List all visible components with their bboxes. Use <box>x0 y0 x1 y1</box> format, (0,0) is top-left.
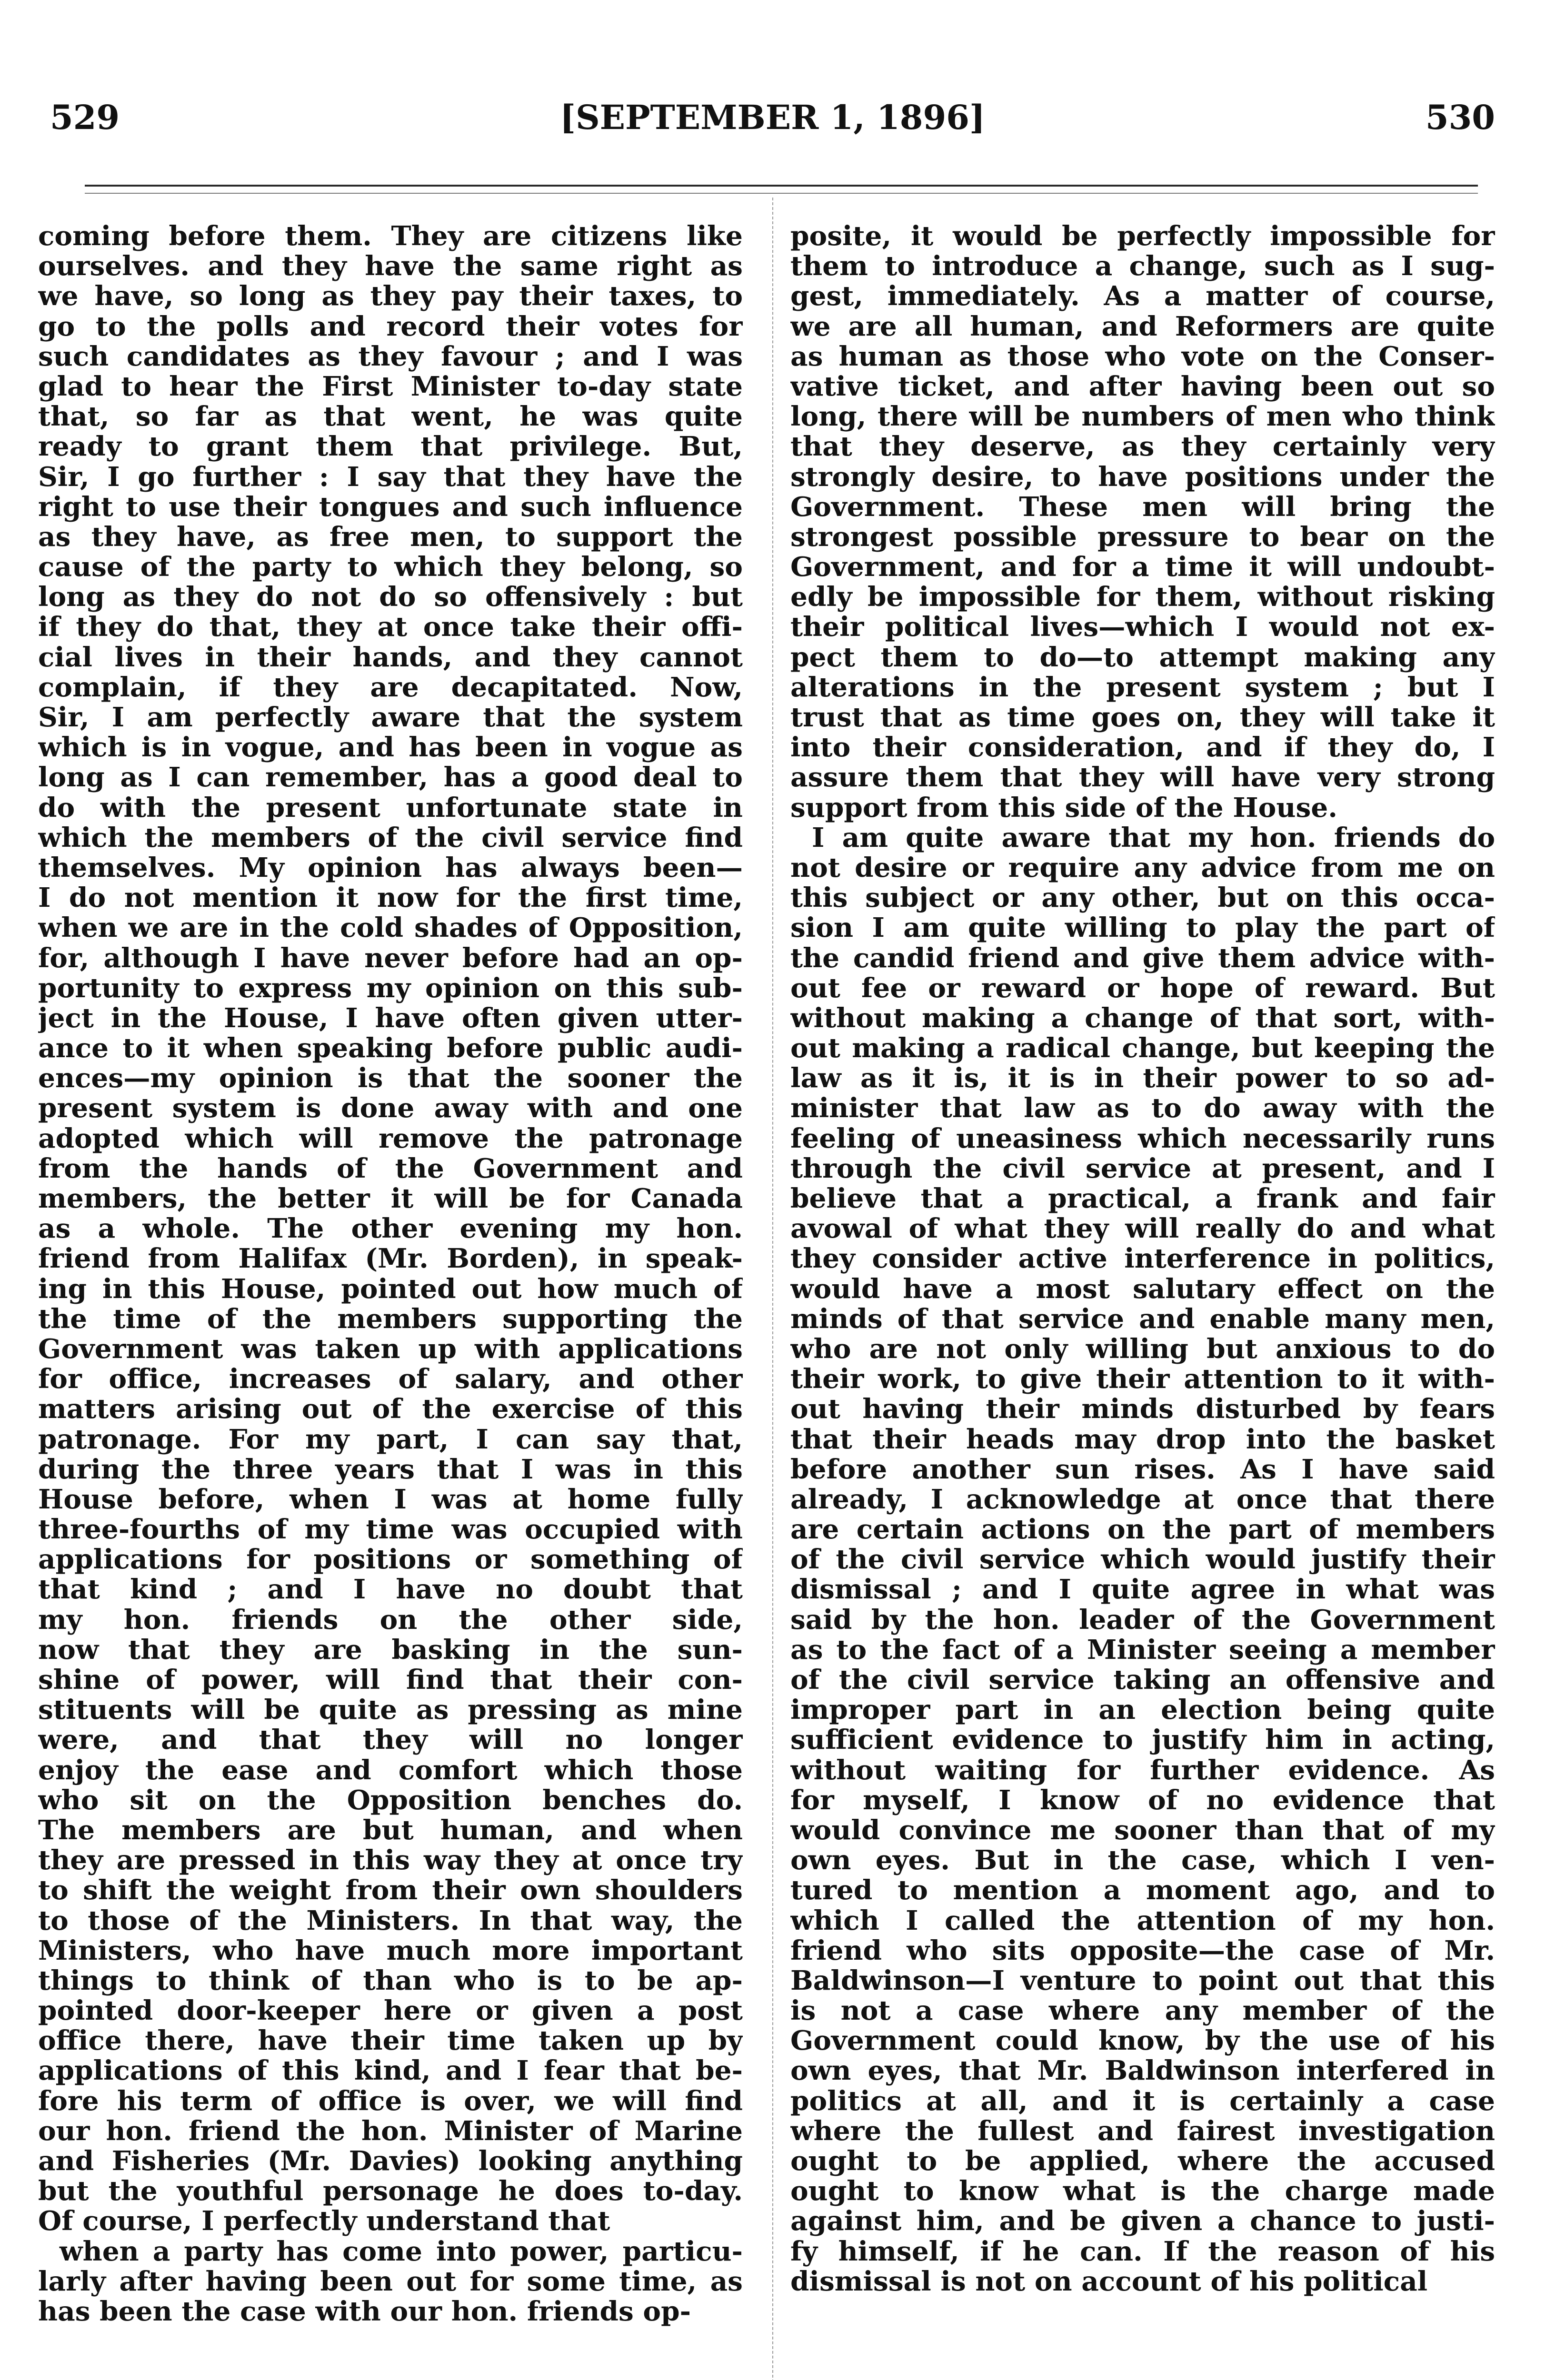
text-line: the candid friend and give them advice with- <box>790 943 1495 973</box>
text-line: out making a radical change, but keeping the <box>790 1033 1495 1064</box>
text-line: minister that law as to do away with the <box>790 1093 1495 1124</box>
text-line: ject in the House, I have often given utter- <box>38 1003 743 1034</box>
text-line: believe that a practical, a frank and fair <box>790 1184 1495 1214</box>
text-line: which the members of the civil service find <box>38 823 743 853</box>
text-line: glad to hear the First Minister to-day state <box>38 371 743 402</box>
text-line: patronage. For my part, I can say that, <box>38 1424 743 1455</box>
text-line: before another sun rises. As I have said <box>790 1454 1495 1485</box>
text-line: sion I am quite willing to play the part of <box>790 913 1495 943</box>
text-line: trust that as time goes on, they will take it <box>790 703 1495 733</box>
text-line: cial lives in their hands, and they cannot <box>38 642 743 673</box>
text-line: I do not mention it now for the first time, <box>38 883 743 913</box>
text-line: my hon. friends on the other side, <box>38 1605 743 1635</box>
text-line: gest, immediately. As a matter of course, <box>790 281 1495 312</box>
text-line: Government was taken up with applications <box>38 1334 743 1365</box>
header-rule-thin <box>85 193 1478 194</box>
text-line: ought to be applied, where the accused <box>790 2146 1495 2177</box>
text-line: against him, and be given a chance to justi- <box>790 2206 1495 2237</box>
text-line: Of course, I perfectly understand that <box>38 2206 610 2237</box>
text-line: their political lives—which I would not ex- <box>790 612 1495 643</box>
text-line: stituents will be quite as pressing as mine <box>38 1695 743 1726</box>
text-line: pointed door-keeper here or given a post <box>38 1996 743 2026</box>
text-line: said by the hon. leader of the Government <box>790 1605 1495 1635</box>
text-line: politics at all, and it is certainly a case <box>790 2086 1495 2116</box>
page-date: [SEPTEMBER 1, 1896] <box>559 98 986 137</box>
text-line: long as I can remember, has a good deal to <box>38 763 743 793</box>
text-line: for, although I have never before had an op- <box>38 943 743 973</box>
text-line: friend who sits opposite—the case of Mr. <box>790 1935 1495 1966</box>
text-line: House before, when I was at home fully <box>38 1484 743 1515</box>
page-number-left: 529 <box>50 98 120 137</box>
text-line: ready to grant them that privilege. But, <box>38 432 743 462</box>
text-line: dismissal is not on account of his political <box>790 2266 1428 2297</box>
text-line: when a party has come into power, particu- <box>60 2236 743 2267</box>
text-line: enjoy the ease and comfort which those <box>38 1755 743 1785</box>
column-divider <box>772 198 773 2380</box>
page-number-right: 530 <box>1425 98 1495 137</box>
text-line: for myself, I know of no evidence that <box>790 1785 1495 1815</box>
text-line: their work, to give their attention to it with- <box>790 1364 1495 1395</box>
text-line: to shift the weight from their own shoulders <box>38 1875 743 1906</box>
text-line: dismissal ; and I quite agree in what was <box>790 1575 1495 1605</box>
text-line: are certain actions on the part of members <box>790 1515 1495 1545</box>
text-line: Government could know, by the use of his <box>790 2026 1495 2056</box>
text-line: that they deserve, as they certainly very <box>790 432 1495 462</box>
text-line: of the civil service which would justify their <box>790 1545 1495 1575</box>
text-line: matters arising out of the exercise of this <box>38 1394 743 1425</box>
text-line: our hon. friend the hon. Minister of Marine <box>38 2116 743 2146</box>
text-line: Sir, I go further : I say that they have the <box>38 462 743 492</box>
text-line: themselves. My opinion has always been— <box>38 853 743 883</box>
text-line: which I called the attention of my hon. <box>790 1905 1495 1936</box>
text-line: as to the fact of a Minister seeing a member <box>790 1635 1495 1665</box>
text-line: of the civil service taking an offensive and <box>790 1665 1495 1696</box>
text-line: which is in vogue, and has been in vogue as <box>38 733 743 763</box>
text-line: during the three years that I was in this <box>38 1454 743 1485</box>
text-line: ourselves. and they have the same right as <box>38 251 743 282</box>
text-line: shine of power, will find that their con- <box>38 1665 743 1696</box>
text-line: minds of that service and enable many men, <box>790 1304 1495 1334</box>
text-line: three-fourths of my time was occupied with <box>38 1515 743 1545</box>
text-line: own eyes, that Mr. Baldwinson interfered in <box>790 2056 1495 2086</box>
text-line: this subject or any other, but on this occa- <box>790 883 1495 913</box>
text-line: who sit on the Opposition benches do. <box>38 1785 743 1815</box>
text-line: coming before them. They are citizens like <box>38 221 743 252</box>
text-line: into their consideration, and if they do, I <box>790 733 1495 763</box>
text-line: ing in this House, pointed out how much of <box>38 1274 743 1304</box>
text-line: own eyes. But in the case, which I ven- <box>790 1845 1495 1876</box>
text-line: and Fisheries (Mr. Davies) looking anything <box>38 2146 743 2177</box>
text-line: they are pressed in this way they at once try <box>38 1845 743 1876</box>
text-line: already, I acknowledge at once that there <box>790 1484 1495 1515</box>
text-line: friend from Halifax (Mr. Borden), in speak- <box>38 1244 743 1274</box>
header-rule <box>85 185 1478 187</box>
text-line: improper part in an election being quite <box>790 1695 1495 1726</box>
text-line: Ministers, who have much more important <box>38 1935 743 1966</box>
text-line: larly after having been out for some time, as <box>38 2266 743 2297</box>
text-line: as they have, as free men, to support the <box>38 522 743 553</box>
text-line: do with the present unfortunate state in <box>38 793 743 823</box>
text-line: long, there will be numbers of men who think <box>790 402 1495 432</box>
text-line: office there, have their time taken up by <box>38 2026 743 2056</box>
text-line: them to introduce a change, such as I sug- <box>790 251 1495 282</box>
text-line: sufficient evidence to justify him in acting, <box>790 1725 1495 1755</box>
text-line: fy himself, if he can. If the reason of his <box>790 2236 1495 2267</box>
text-line: now that they are basking in the sun- <box>38 1635 743 1665</box>
text-line: law as it is, it is in their power to so ad- <box>790 1063 1495 1094</box>
text-line: cause of the party to which they belong, so <box>38 552 743 583</box>
text-line: where the fullest and fairest investigation <box>790 2116 1495 2146</box>
text-line: such candidates as they favour ; and I was <box>38 341 743 372</box>
text-line: not desire or require any advice from me on <box>790 853 1495 883</box>
text-line: portunity to express my opinion on this sub- <box>38 973 743 1003</box>
text-line: complain, if they are decapitated. Now, <box>38 672 743 703</box>
text-line: assure them that they will have very strong <box>790 763 1495 793</box>
text-line: I am quite aware that my hon. friends do <box>812 823 1495 853</box>
left-column <box>38 221 743 2327</box>
text-line: were, and that they will no longer <box>38 1725 743 1755</box>
text-line: out having their minds disturbed by fears <box>790 1394 1495 1425</box>
text-line: vative ticket, and after having been out so <box>790 371 1495 402</box>
text-line: applications of this kind, and I fear that be- <box>38 2056 743 2086</box>
text-line: when we are in the cold shades of Opposition, <box>38 913 743 943</box>
text-line: long as they do not do so offensively : but <box>38 582 743 613</box>
text-line: applications for positions or something of <box>38 1545 743 1575</box>
text-line: that, so far as that went, he was quite <box>38 402 743 432</box>
text-line: feeling of uneasiness which necessarily runs <box>790 1123 1495 1154</box>
text-line: pect them to do—to attempt making any <box>790 642 1495 673</box>
text-line: as human as those who vote on the Conser- <box>790 341 1495 372</box>
text-line: we are all human, and Reformers are quite <box>790 311 1495 342</box>
text-line: ought to know what is the charge made <box>790 2176 1495 2207</box>
text-line: if they do that, they at once take their offi- <box>38 612 743 643</box>
text-line: for office, increases of salary, and other <box>38 1364 743 1395</box>
text-line: things to think of than who is to be ap- <box>38 1965 743 1996</box>
text-line: tured to mention a moment ago, and to <box>790 1875 1495 1906</box>
text-line: to those of the Ministers. In that way, the <box>38 1905 743 1936</box>
text-line: alterations in the present system ; but I <box>790 672 1495 703</box>
text-line: Sir, I am perfectly aware that the system <box>38 703 743 733</box>
text-line: strongly desire, to have positions under the <box>790 462 1495 492</box>
text-line: without making a change of that sort, with- <box>790 1003 1495 1034</box>
text-line: has been the case with our hon. friends op- <box>38 2296 691 2327</box>
text-line: Baldwinson—I venture to point out that this <box>790 1965 1495 1996</box>
text-line: but the youthful personage he does to-day. <box>38 2176 743 2207</box>
text-line: go to the polls and record their votes for <box>38 311 743 342</box>
text-line: members, the better it will be for Canada <box>38 1184 743 1214</box>
right-column <box>790 221 1495 2297</box>
text-line: adopted which will remove the patronage <box>38 1123 743 1154</box>
text-line: support from this side of the House. <box>790 793 1337 823</box>
text-line: would have a most salutary effect on the <box>790 1274 1495 1304</box>
text-line: right to use their tongues and such influence <box>38 492 743 522</box>
text-line: as a whole. The other evening my hon. <box>38 1214 743 1244</box>
text-line: the time of the members supporting the <box>38 1304 743 1334</box>
text-line: is not a case where any member of the <box>790 1996 1495 2026</box>
text-line: ences—my opinion is that the sooner the <box>38 1063 743 1094</box>
text-line: that kind ; and I have no doubt that <box>38 1575 743 1605</box>
text-line: avowal of what they will really do and what <box>790 1214 1495 1244</box>
text-line: from the hands of the Government and <box>38 1153 743 1184</box>
text-line: Government. These men will bring the <box>790 492 1495 522</box>
text-line: through the civil service at present, and I <box>790 1153 1495 1184</box>
text-line: ance to it when speaking before public audi- <box>38 1033 743 1064</box>
text-line: present system is done away with and one <box>38 1093 743 1124</box>
text-line: who are not only willing but anxious to do <box>790 1334 1495 1365</box>
text-line: edly be impossible for them, without risking <box>790 582 1495 613</box>
text-line: strongest possible pressure to bear on the <box>790 522 1495 553</box>
text-line: we have, so long as they pay their taxes, to <box>38 281 743 312</box>
text-line: fore his term of office is over, we will find <box>38 2086 743 2116</box>
text-line: that their heads may drop into the basket <box>790 1424 1495 1455</box>
text-line: posite, it would be perfectly impossible for <box>790 221 1495 252</box>
text-line: without waiting for further evidence. As <box>790 1755 1495 1785</box>
text-line: Government, and for a time it will undoubt- <box>790 552 1495 583</box>
text-line: would convince me sooner than that of my <box>790 1815 1495 1846</box>
text-line: The members are but human, and when <box>38 1815 743 1846</box>
text-line: out fee or reward or hope of reward. But <box>790 973 1495 1003</box>
page-header <box>50 98 1495 150</box>
text-line: they consider active interference in politics, <box>790 1244 1495 1274</box>
